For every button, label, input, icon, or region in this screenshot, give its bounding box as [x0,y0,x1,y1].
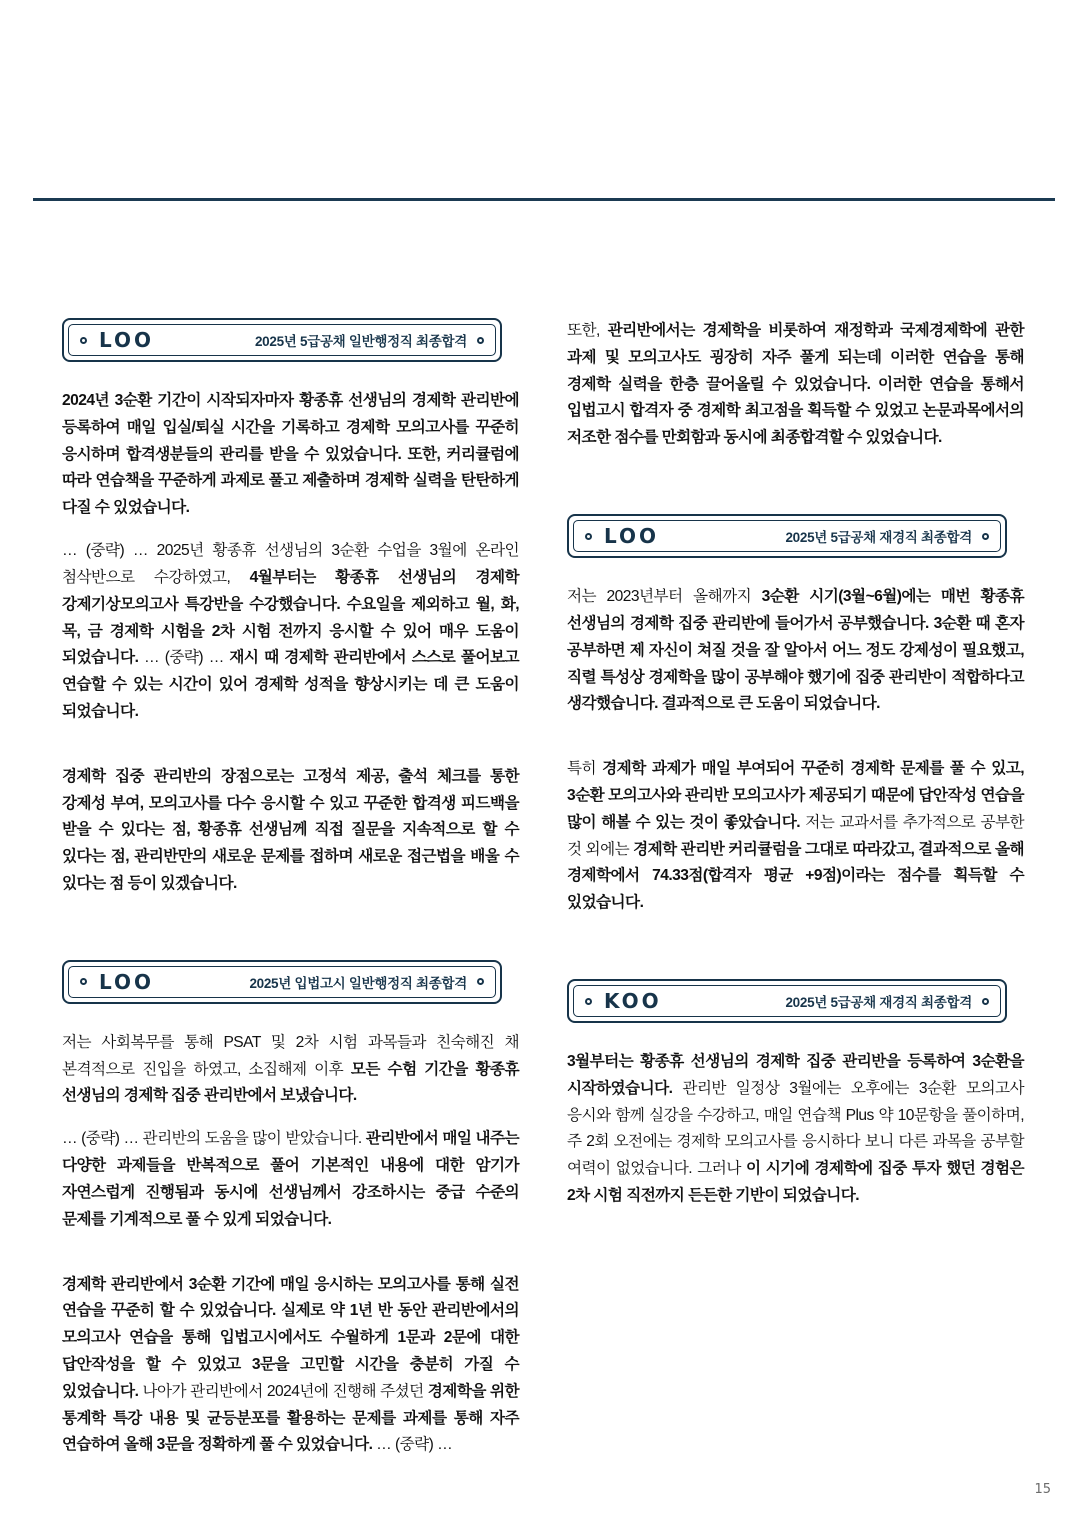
paragraph [62,1272,519,1460]
text-plain: 특히 [567,760,603,778]
badge-initials: LOO [99,969,155,994]
paragraph [62,538,519,726]
text-plain: 또한, [567,322,608,339]
left-column [62,318,519,1459]
text-plain: 저는 사회복무를 통해 PSAT 및 2차 시험 과목들과 친숙해진 채 본격적으로 진입을 하였고, 소집해제 이후 [62,1033,519,1078]
badge-koo-finance [567,979,1007,1023]
paragraph [567,1049,1024,1210]
badge-loo-legislative [62,960,502,1004]
badge-dot-right-icon [982,998,989,1005]
paragraph [567,584,1024,718]
text-plain: … (중략) … [372,1436,453,1454]
text-bold: 경제학 관리반 커리큘럼을 그대로 따라갔고, 결과적으로 올해 경제학에서 74.33점(합격자 평균 +9점)이라는 점수를 획득할 수 있었습니다. [567,840,1024,912]
text-bold: 경제학 과제가 매일 부여되어 꾸준히 경제학 문제를 풀 수 있고, 3순환 모의고사와 관리반 모의고사가 제공되기 때문에 답안작성 연습을 많이 해볼 수 있는 것이 좋았습니다. [567,760,1025,831]
text-plain: … (중략) … [138,649,230,667]
badge-title: 2025년 입법고시 일반행정직 최종합격 [249,975,467,991]
text-plain: … (중략) … 관리반의 도움을 많이 받았습니다. [62,1130,366,1148]
badge-initials: LOO [99,328,155,352]
badge-dot-right-icon [477,337,484,344]
paragraph [567,756,1024,917]
text-bold: 경제학을 위한 통계학 특강 내용 및 균등분포를 활용하는 문제를 과제를 통해 자주 연습하여 올해 3문을 정확하게 풀 수 있었습니다. [62,1382,519,1454]
text-plain: 나아가 관리반에서 2024년에 진행해 주셨던 [138,1382,428,1400]
badge-loo-general-admin [62,318,502,362]
badge-initials: KOO [604,989,662,1013]
badge-dot-left-icon [585,533,592,540]
text-bold: 관리반에서는 경제학을 비롯하여 재정학과 국제경제학에 관한 과제 및 모의고사도 굉장히 자주 풀게 되는데 이러한 연습을 통해 경제학 실력을 한층 끌어올릴 수 있었습니다. 이러한 연습을 통해서 입법고시 합격자 중 경제학 최고점을 획득할 수 있었고 논문과목에서의 저조한 점수를 만회함과 동시에 최종합격할 수 있었습니다. [567,322,1024,447]
text-bold: 이 시기에 경제학에 집중 투자 했던 경험은 2차 시험 직전까지 든든한 기반이 되었습니다. [567,1160,1024,1205]
spacer [62,1250,519,1272]
spacer [62,914,519,960]
spacer [62,742,519,764]
badge-initials: LOO [604,524,660,549]
paragraph [62,1126,519,1233]
paragraph [62,1030,519,1110]
right-column [567,318,1024,1459]
spacer [567,468,1024,514]
text-bold: 4월부터는 황종휴 선생님의 경제학 강제기상모의고사 특강반을 수강했습니다. 수요일을 제외하고 월, 화, 목, 금 경제학 시험을 2차 시험 전까지 응시할 수 있어 매우 도움이 되었습니다. [62,568,519,667]
text-bold: 3순환 시기(3월~6월)에는 매번 황종휴 선생님의 경제학 집중 관리반에 들어가서 공부했습니다. 3순환 때 혼자 공부하면 제 자신이 쳐질 것을 잘 알아서 어느 정도 강제성이 필요했고, 직렬 특성상 경제학을 많이 공부해야 했기에 집중 관리반이 적합하다고 생각했습니다. 결과적으로 큰 도움이 되었습니다. [567,588,1024,713]
text-bold: 재시 때 경제학 관리반에서 스스로 풀어보고 연습할 수 있는 시간이 있어 경제학 성적을 향상시키는 데 큰 도움이 되었습니다. [62,649,519,720]
badge-title: 2025년 5급공채 재경직 최종합격 [785,530,972,546]
text-bold: 관리반에서 매일 내주는 다양한 과제들을 반복적으로 풀어 기본적인 내용에 대한 암기가 자연스럽게 진행됨과 동시에 선생님께서 강조하시는 중급 수준의 문제를 기계적으로 풀 수 있게 되었습니다. [62,1130,519,1228]
badge-dot-left-icon [80,337,87,344]
paragraph: 경제학 집중 관리반의 장점으로는 고정석 제공, 출석 체크를 통한 강제성 부여, 모의고사를 다수 응시할 수 있고 꾸준한 합격생 피드백을 받을 수 있다는 점, 황종휴 선생님께 직접 질문을 지속적으로 할 수 있다는 점, 관리반만의 새로운 문제를 접하며 새로운 접근법을 배울 수 있다는 점 등이 있겠습니다. [62,767,519,892]
two-column-layout [62,318,1024,1459]
paragraph: 2024년 3순환 기간이 시작되자마자 황종휴 선생님의 경제학 관리반에 등록하여 매일 입실/퇴실 시간을 기록하고 경제학 모의고사를 꾸준히 응시하며 합격생분들의 관리를 받을 수 있었습니다. 또한, 커리큘럼에 따라 연습책을 꾸준하게 과제로 풀고 제출하며 경제학 실력을 탄탄하게 다질 수 있었습니다. [62,392,519,517]
badge-dot-left-icon [585,998,592,1005]
text-bold: 경제학 관리반에서 3순환 기간에 매일 응시하는 모의고사를 통해 실전 연습을 꾸준히 할 수 있었습니다. 실제로 약 1년 반 동안 관리반에서의 모의고사 연습을 통해 입법고시에서도 수월하게 1문과 2문에 대한 답안작성을 할 수 있었고 3문을 고민할 시간을 충분히 가질 수 있었습니다. [62,1275,519,1400]
header-rule [33,198,1055,201]
badge-dot-right-icon [477,978,484,985]
paragraph [567,318,1024,452]
badge-dot-right-icon [982,533,989,540]
text-plain: 저는 2023년부터 올해까지 [567,588,762,606]
badge-title: 2025년 5급공채 재경직 최종합격 [785,995,972,1010]
text-bold: 3월부터는 황종휴 선생님의 경제학 집중 관리반을 등록하여 3순환을 시작하였습니다. [567,1053,1024,1097]
badge-loo-finance [567,514,1007,558]
text-bold: 모든 수험 기간을 황종휴 선생님의 경제학 집중 관리반에서 보냈습니다. [62,1060,519,1105]
page-number: 15 [1034,1482,1051,1497]
badge-dot-left-icon [80,978,87,985]
spacer [567,933,1024,979]
spacer [567,734,1024,756]
text-plain: 관리반 일정상 3월에는 오후에는 3순환 모의고사 응시와 함께 실강을 수강하고, 매일 연습책 Plus 약 10문항을 풀이하며, 주 2회 오전에는 경제학 모의고사를 응시하다 보니 다른 과목을 공부할 여력이 없었습니다. 그러나 [567,1079,1024,1178]
text-plain: 저는 교과서를 추가적으로 공부한 것 외에는 [567,813,1025,858]
badge-title: 2025년 5급공채 일반행정직 최종합격 [254,334,467,349]
text-plain: … (중략) … 2025년 황종휴 선생님의 3순환 수업을 3월에 온라인 첨삭반으로 수강하였고, [62,542,519,586]
